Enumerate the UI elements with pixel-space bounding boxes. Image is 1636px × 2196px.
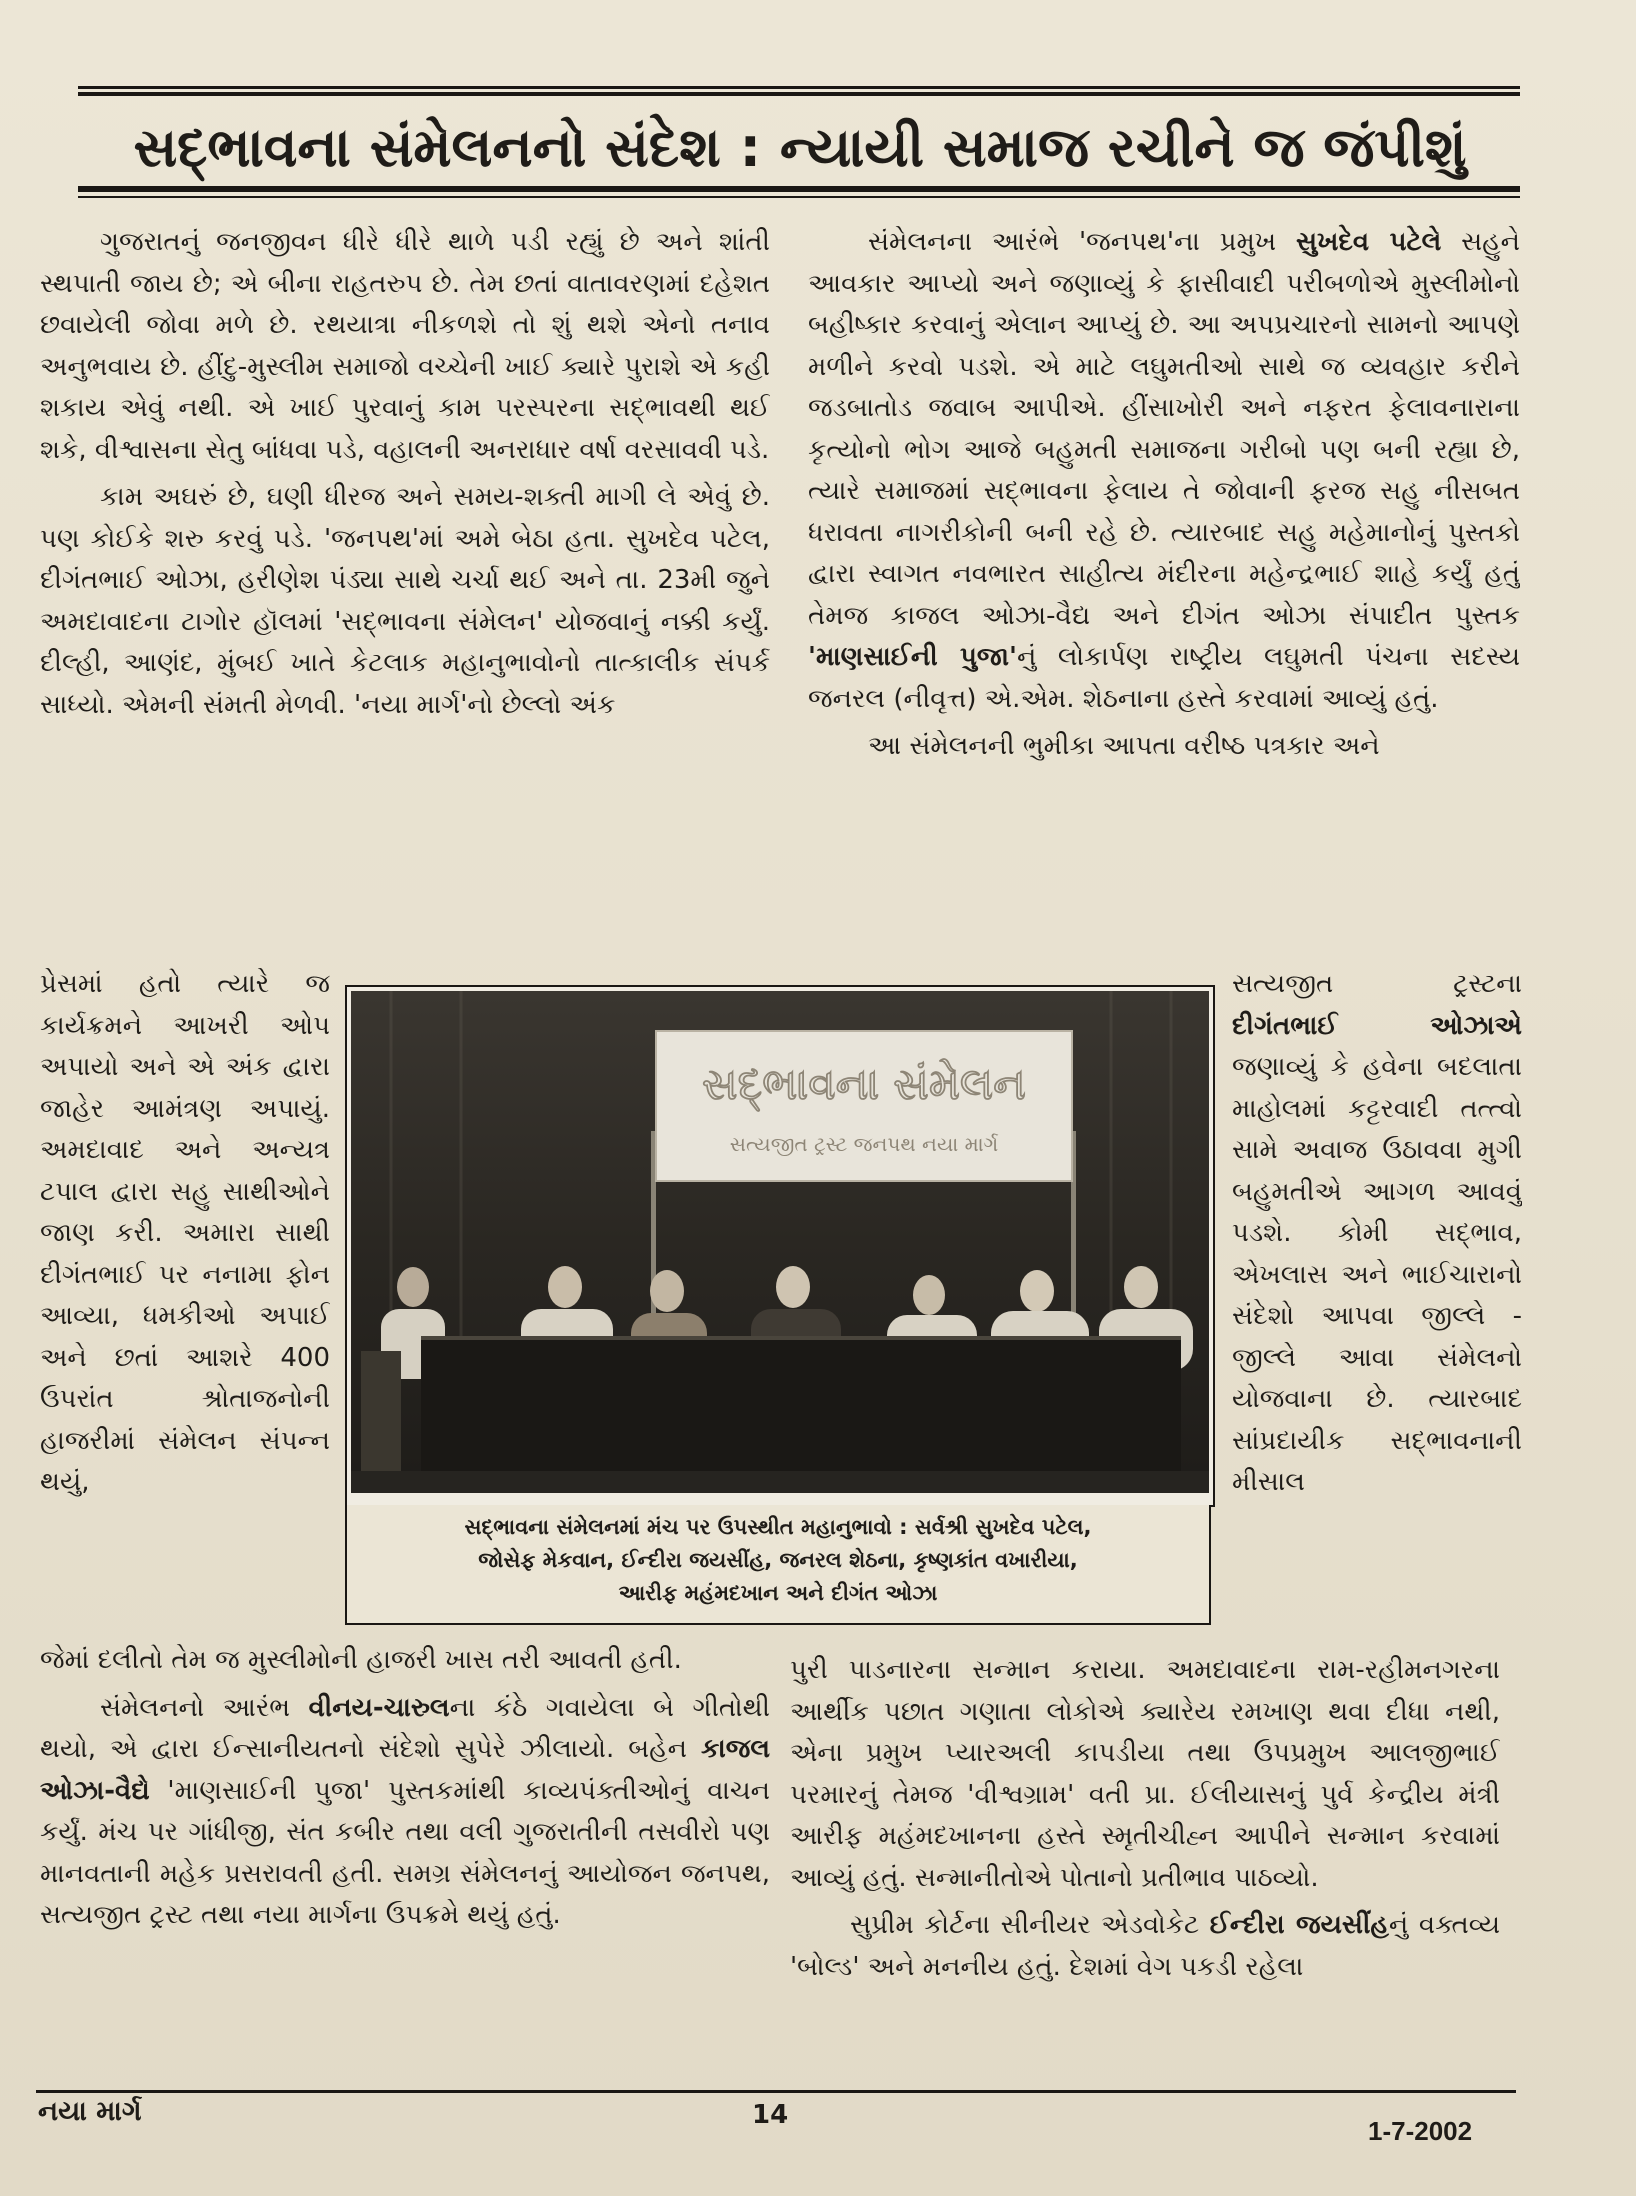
event-photo (345, 985, 1215, 1507)
caption-line: જોસેફ મેકવાન, ઈન્દીરા જયસીંહ, જનરલ શેઠના, કૃષ્ણકાંત વખારીયા, (478, 1548, 1078, 1572)
right-column-bottom (790, 1650, 1500, 2070)
publication-name: નયા માર્ગ (38, 2096, 142, 2127)
headline-thick-rule (78, 186, 1520, 192)
paragraph (790, 1905, 1500, 1988)
paragraph: આ સંમેલનની ભુમીકા આપતા વરીષ્ઠ પત્રકાર અને (868, 731, 1380, 761)
caption-line: સદ્ભાવના સંમેલનમાં મંચ પર ઉપસ્થીત મહાનુભાવો : સર્વશ્રી સુખદેવ પટેલ, (464, 1515, 1092, 1539)
paragraph: પુરી પાડનારના સન્માન કરાયા. અમદાવાદના રામ-રહીમનગરના આર્થીક પછાત ગણાતા લોકોએ ક્યારેય રમખાણ થવા દીધા નથી, એના પ્રમુખ પ્યારઅલી કાપડીયા તથા ઉપપ્રમુખ આલજીભાઈ પરમારનું તેમજ 'વીશ્વગ્રામ' વતી પ્રા. ઈલીયાસનું પુર્વ કેન્દ્રીય મંત્રી આરીફ મહંમદખાનના હસ્તે સ્મૃતીચીહ્ન આપીને સન્માન કરવામાં આવ્યું હતું. સન્માનીતોએ પોતાનો પ્રતીભાવ પાઠવ્યો. (790, 1655, 1500, 1893)
banner-subtitle: સત્યજીત ટ્રસ્ટ જનપથ નયા માર્ગ (729, 1132, 999, 1156)
text-run: સહુને આવકાર આપ્યો અને જણાવ્યું કે ફાસીવાદી પરીબળોએ મુસ્લીમોનો બહીષ્કાર કરવાનું એલાન આપ્યું છે. આ અપપ્રચારનો સામનો આપણે મળીને કરવો પડશે. એ માટે લઘુમતીઓ સાથે જ વ્યવહાર કરીને જડબાતોડ જવાબ આપીએ. હીંસાખોરી અને નફરત ફેલાવનારાના કૃત્યોનો ભોગ આજે બહુમતી સમાજના ગરીબો પણ બની રહ્યા છે, ત્યારે સમાજમાં સદ્ભાવના ફેલાય તે જોવાની ફરજ સહુ નીસબત ધરાવતા નાગરીકોની બની રહે છે. ત્યારબાદ સહુ મહેમાનોનું પુસ્તકો દ્વારા સ્વાગત નવભારત સાહીત્ય મંદીરના મહેન્દ્રભાઈ શાહે કર્યું હતું તેમજ કાજલ ઓઝા-વૈદ્ય અને દીગંત ઓઝા સંપાદીત પુસ્તક (808, 227, 1520, 631)
text-run: ના કંઠે ગવાયેલા બે ગીતોથી થયો, એ દ્વારા ઈન્સાનીયતનો સંદેશો સુપેરે ઝીલાયો. બહેન (40, 1692, 770, 1764)
top-thin-rule (78, 86, 1520, 89)
issue-date: 1-7-2002 (1368, 2116, 1473, 2146)
page-number: 14 (752, 2100, 789, 2130)
text-run: નું લોકાર્પણ રાષ્ટ્રીય લઘુમતી પંચના સદસ્ય જનરલ (નીવૃત્ત) એ.એમ. શેઠનાના હસ્તે કરવામાં આવ્યું હતું. (808, 642, 1520, 714)
stage-scene-illustration (351, 991, 1209, 1493)
paragraph: પ્રેસમાં હતો ત્યારે જ કાર્યક્રમને આખરી ઓપ અપાયો અને એ અંક દ્વારા જાહેર આમંત્રણ અપાયું. અમદાવાદ અને અન્યત્ર ટપાલ દ્વારા સહુ સાથીઓને જાણ કરી. અમારા સાથી દીગંતભાઈ પર નનામા ફોન આવ્યા, ધમકીઓ અપાઈ અને છતાં આશરે 400 ઉપરાંત શ્રોતાજનોની હાજરીમાં સંમેલન સંપન્ન થયું, (40, 969, 330, 1497)
photo-caption (345, 1505, 1211, 1625)
headline-thin-rule (78, 196, 1520, 198)
bold-name: કાજલ ઓઝા-વૈદ્યે (40, 1734, 770, 1806)
left-column-bottom (40, 1640, 770, 2060)
paragraph (1232, 964, 1522, 1504)
paragraph: ગુજરાતનું જનજીવન ધીરે ધીરે થાળે પડી રહ્યું છે અને શાંતી સ્થપાતી જાય છે; એ બીના રાહતરુપ છે. તેમ છતાં વાતાવરણમાં દહેશત છવાયેલી જોવા મળે છે. રથયાત્રા નીકળશે તો શું થશે એનો તનાવ અનુભવાય છે. હીંદુ-મુસ્લીમ સમાજો વચ્ચેની ખાઈ ક્યારે પુરાશે એ કહી શકાય એવું નથી. એ ખાઈ પુરવાનું કામ પરસ્પરના સદ્ભાવથી થઈ શકે, વીશ્વાસના સેતુ બાંધવા પડે, વહાલની અનરાધાર વર્ષા વરસાવવી પડે. (40, 227, 770, 465)
text-run: નું વક્તવ્ય 'બોલ્ડ' અને મનનીય હતું. દેશમાં વેગ પકડી રહેલા (790, 1910, 1500, 1982)
footer-rule (36, 2090, 1516, 2093)
paragraph: કામ અઘરું છે, ઘણી ધીરજ અને સમય-શક્તી માગી લે એવું છે. પણ કોઈકે શરુ કરવું પડે. 'જનપથ'માં અમે બેઠા હતા. સુખદેવ પટેલ, દીગંતભાઈ ઓઝા, હરીણેશ પંડ્યા સાથે ચર્ચા થઈ અને તા. 23મી જુને અમદાવાદના ટાગોર હૉલમાં 'સદ્ભાવના સંમેલન' યોજવાનું નક્કી કર્યું. દીલ્હી, આણંદ, મુંબઈ ખાતે કેટલાક મહાનુભાવોનો તાત્કાલીક સંપર્ક સાધ્યો. એમની સંમતી મેળવી. 'નયા માર્ગ'નો છેલ્લો અંક (40, 482, 770, 720)
left-column-top (40, 222, 770, 964)
text-run: સંમેલનનો આરંભ (100, 1692, 309, 1723)
text-run: સત્યજીત ટ્રસ્ટના (1232, 969, 1522, 999)
left-column-narrow (40, 964, 330, 1632)
photo-image (351, 991, 1209, 1493)
bold-name: વીનય-ચારુલ (308, 1692, 450, 1723)
bold-name: દીગંતભાઈ ઓઝાએ (1232, 1010, 1522, 1041)
text-run: જણાવ્યું કે હવેના બદલાતા માહોલમાં કટ્ટરવાદી તત્ત્વો સામે અવાજ ઉઠાવવા મુગી બહુમતીએ આગળ આવવું પડશે. કોમી સદ્ભાવ, એખલાસ અને ભાઈચારાનો સંદેશો આપવા જીલ્લે - જીલ્લે આવા સંમેલનો યોજવાના છે. ત્યારબાદ સાંપ્રદાયીક સદ્ભાવનાની મીસાલ (1232, 1052, 1522, 1497)
text-run: સંમેલનના આરંભે 'જનપથ'ના પ્રમુખ (868, 227, 1296, 257)
top-thick-rule (78, 92, 1520, 96)
article-headline: સદ્ભાવના સંમેલનનો સંદેશ : ન્યાયી સમાજ રચીને જ જંપીશું (133, 116, 1467, 179)
banner-title: સદ્ભાવના સંમેલન (702, 1059, 1026, 1110)
bold-title: 'માણસાઈની પુજા' (808, 642, 1017, 672)
bold-name: સુખદેવ પટેલે (1295, 227, 1442, 257)
caption-line: આરીફ મહંમદખાન અને દીગંત ઓઝા (618, 1581, 938, 1605)
paragraph (40, 1688, 770, 1937)
right-column-top (808, 222, 1520, 964)
text-run: સુપ્રીમ કોર્ટના સીનીયર એડવોકેટ (850, 1910, 1210, 1940)
paragraph (808, 222, 1520, 720)
text-run: 'માણસાઈની પુજા' પુસ્તકમાંથી કાવ્યપંક્તીઓનું વાચન કર્યું. મંચ પર ગાંધીજી, સંત કબીર તથા વલી ગુજરાતીની તસવીરો પણ માનવતાની મહેક પ્રસરાવતી હતી. સમગ્ર સંમેલનનું આયોજન જનપથ, સત્યજીત ટ્રસ્ટ તથા નયા માર્ગના ઉપક્રમે થયું હતું. (40, 1775, 770, 1930)
bold-name: ઈન્દીરા જયસીંહ (1209, 1910, 1389, 1940)
paragraph: જેમાં દલીતો તેમ જ મુસ્લીમોની હાજરી ખાસ તરી આવતી હતી. (40, 1645, 682, 1675)
right-column-narrow (1232, 964, 1522, 1644)
